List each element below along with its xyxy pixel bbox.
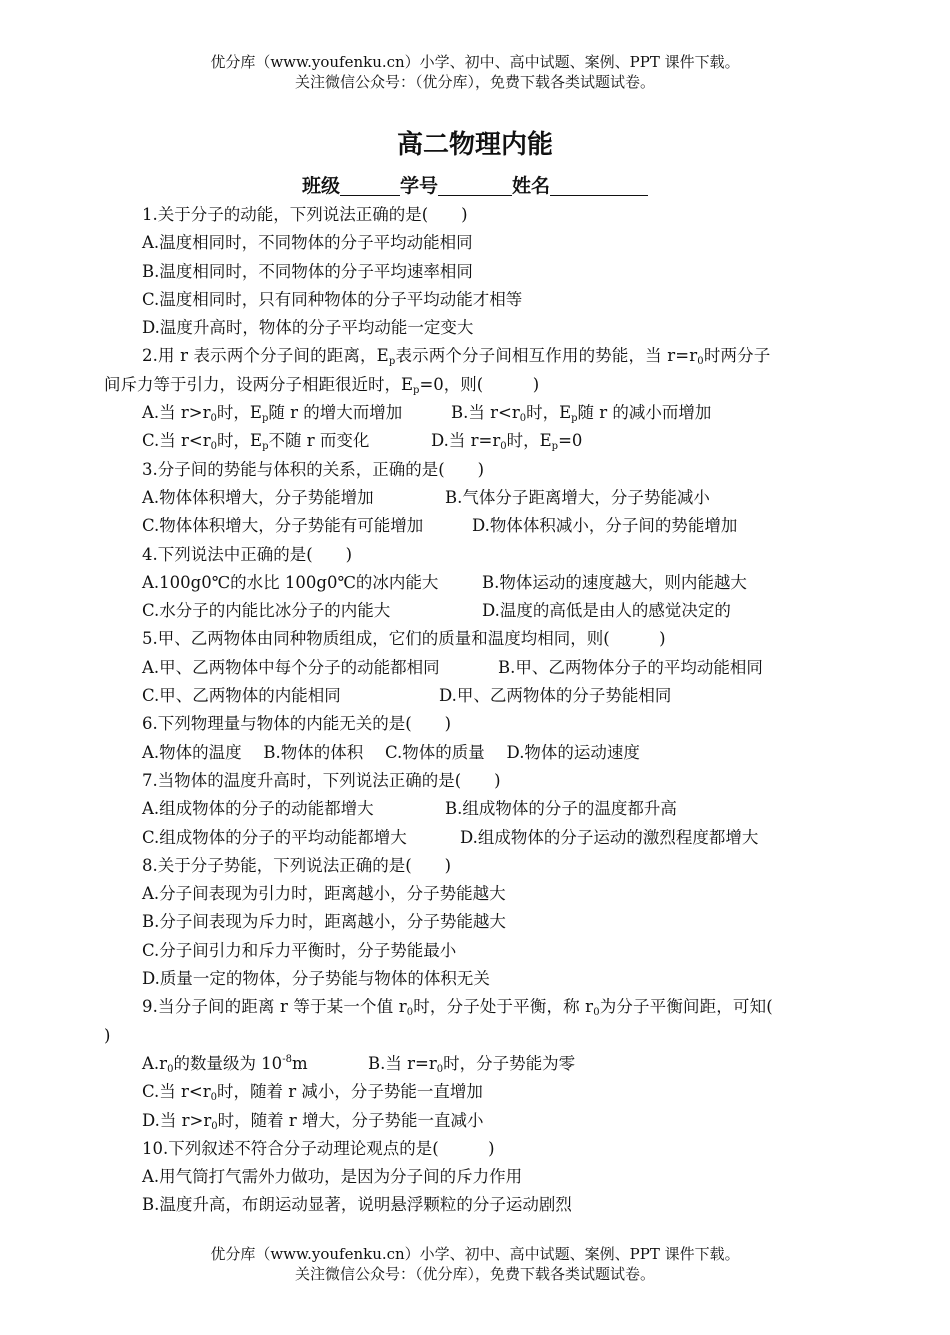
q5-stem: 5.甲、乙两物体由同种物质组成，它们的质量和温度均相同，则( ) <box>142 629 666 649</box>
student-id-label: 学号 <box>399 175 438 197</box>
q7-option-a: A.组成物体的分子的动能都增大 <box>142 799 374 819</box>
q4-stem: 4.下列说法中正确的是( ) <box>142 544 353 564</box>
q2-options-ab <box>104 399 852 427</box>
q9-stem-continued: ) <box>104 1025 111 1045</box>
q4-option-b: B.物体运动的速度越大，则内能越大 <box>482 572 747 592</box>
q9-stem: 9.当分子间的距离 r 等于某一个值 $r_0$时，分子处于平衡，称 $r_0$为分子平衡间距，可知( <box>142 997 773 1019</box>
q3-options-ab <box>104 484 852 512</box>
page-title: 高二物理内能 <box>396 130 553 160</box>
q9-option-d: D.当 $r>r_0$时，随着 r 增大，分子势能一直减小 <box>142 1110 484 1132</box>
q2-options-cd <box>104 427 852 455</box>
q6-options: A.物体的温度 B.物体的体积 C.物体的质量 D.物体的运动速度 <box>142 742 640 762</box>
q5-option-a: A.甲、乙两物体中每个分子的动能都相同 <box>142 657 440 677</box>
q10-stem: 10.下列叙述不符合分子动理论观点的是( ) <box>142 1138 495 1158</box>
q8-stem: 8.关于分子势能，下列说法正确的是( ) <box>142 855 452 875</box>
class-blank <box>340 173 400 196</box>
q7-options-cd <box>104 824 852 852</box>
q8-option-b: B.分子间表现为斥力时，距离越小，分子势能越大 <box>142 912 506 932</box>
q2-stem: 2.用 r 表示两个分子间的距离，$E_p$表示两个分子间相互作用的势能，当 $r=r_0$时两分子 <box>142 346 771 368</box>
q5-option-b: B.甲、乙两物体分子的平均动能相同 <box>498 657 763 677</box>
name-label: 姓名 <box>512 175 551 197</box>
q2-option-b: B.当 $r<r_0$时，$E_p$随 r 的减小而增加 <box>451 403 712 425</box>
q1-option-c: C.温度相同时，只有同种物体的分子平均动能才相等 <box>142 289 523 309</box>
q4-option-c: C.水分子的内能比冰分子的内能大 <box>142 601 391 621</box>
q2-option-d: D.当 $r=r_0$时，$E_p=0$ <box>431 431 583 453</box>
q9-option-a: $A.r_0$的数量级为 $10^{-8}m$ <box>142 1053 308 1075</box>
class-label: 班级 <box>301 175 340 197</box>
q9-options-ab <box>104 1050 852 1078</box>
header-ad-line-1: 优分库（www.youfenku.cn）小学、初中、高中试题、案例、PPT 课件下载。 <box>210 53 740 71</box>
q7-option-b: B.组成物体的分子的温度都升高 <box>445 799 677 819</box>
name-blank <box>550 173 648 196</box>
q8-option-a: A.分子间表现为引力时，距离越小，分子势能越大 <box>142 884 506 904</box>
q7-stem: 7.当物体的温度升高时，下列说法正确的是( ) <box>142 770 501 790</box>
q8-option-c: C.分子间引力和斥力平衡时，分子势能最小 <box>142 940 457 960</box>
q3-stem: 3.分子间的势能与体积的关系，正确的是( ) <box>142 459 485 479</box>
q4-option-a: A.100g0℃的水比 100g0℃的冰内能大 <box>142 572 439 592</box>
q7-option-c: C.组成物体的分子的平均动能都增大 <box>142 827 407 847</box>
q4-options-cd <box>104 597 852 625</box>
q3-option-c: C.物体体积增大，分子势能有可能增加 <box>142 516 424 536</box>
q2-option-c: C.当 $r<r_0$时，$E_p$不随 r 而变化 <box>142 431 370 453</box>
q7-options-ab <box>104 795 852 823</box>
q3-option-a: A.物体体积增大，分子势能增加 <box>142 487 374 507</box>
q1-option-a: A.温度相同时，不同物体的分子平均动能相同 <box>142 233 473 253</box>
q2-option-a: A.当 $r>r_0$时，$E_p$随 r 的增大而增加 <box>142 403 403 425</box>
q5-option-d: D.甲、乙两物体的分子势能相同 <box>439 686 672 706</box>
q5-options-cd <box>104 682 852 710</box>
q10-option-b: B.温度升高，布朗运动显著，说明悬浮颗粒的分子运动剧烈 <box>142 1195 572 1215</box>
q3-options-cd <box>104 512 852 540</box>
q3-option-d: D.物体体积减小，分子间的势能增加 <box>472 516 738 536</box>
q9-option-c: C.当 $r<r_0$时，随着 r 减小，分子势能一直增加 <box>142 1082 483 1104</box>
q9-option-b: B.当 $r=r_0$时，分子势能为零 <box>368 1053 576 1075</box>
q5-options-ab <box>104 654 852 682</box>
q1-option-b: B.温度相同时，不同物体的分子平均速率相同 <box>142 261 473 281</box>
footer-ad-line-2: 关注微信公众号：（优分库），免费下载各类试题试卷。 <box>294 1265 655 1283</box>
header-ad-line-2: 关注微信公众号：（优分库），免费下载各类试题试卷。 <box>294 73 655 91</box>
student-id-blank <box>438 173 512 196</box>
footer-ad-line-1: 优分库（www.youfenku.cn）小学、初中、高中试题、案例、PPT 课件下载。 <box>210 1245 740 1263</box>
q1-stem: 1.关于分子的动能，下列说法正确的是( ) <box>142 205 468 224</box>
q6-stem: 6.下列物理量与物体的内能无关的是( ) <box>142 714 452 734</box>
student-info-line <box>0 172 950 200</box>
q7-option-d: D.组成物体的分子运动的激烈程度都增大 <box>460 827 759 847</box>
q4-option-d: D.温度的高低是由人的感觉决定的 <box>482 601 731 621</box>
q10-option-a: A.用气筒打气需外力做功，是因为分子间的斥力作用 <box>142 1167 523 1187</box>
q3-option-b: B.气体分子距离增大，分子势能减小 <box>445 487 710 507</box>
q8-option-d: D.质量一定的物体，分子势能与物体的体积无关 <box>142 969 490 989</box>
question-list <box>104 201 852 1220</box>
q2-stem-continued: 间斥力等于引力，设两分子相距很近时，$E_p=0$，则( ) <box>104 374 540 396</box>
q1-option-d: D.温度升高时，物体的分子平均动能一定变大 <box>142 318 474 338</box>
q5-option-c: C.甲、乙两物体的内能相同 <box>142 686 341 706</box>
q4-options-ab <box>104 569 852 597</box>
